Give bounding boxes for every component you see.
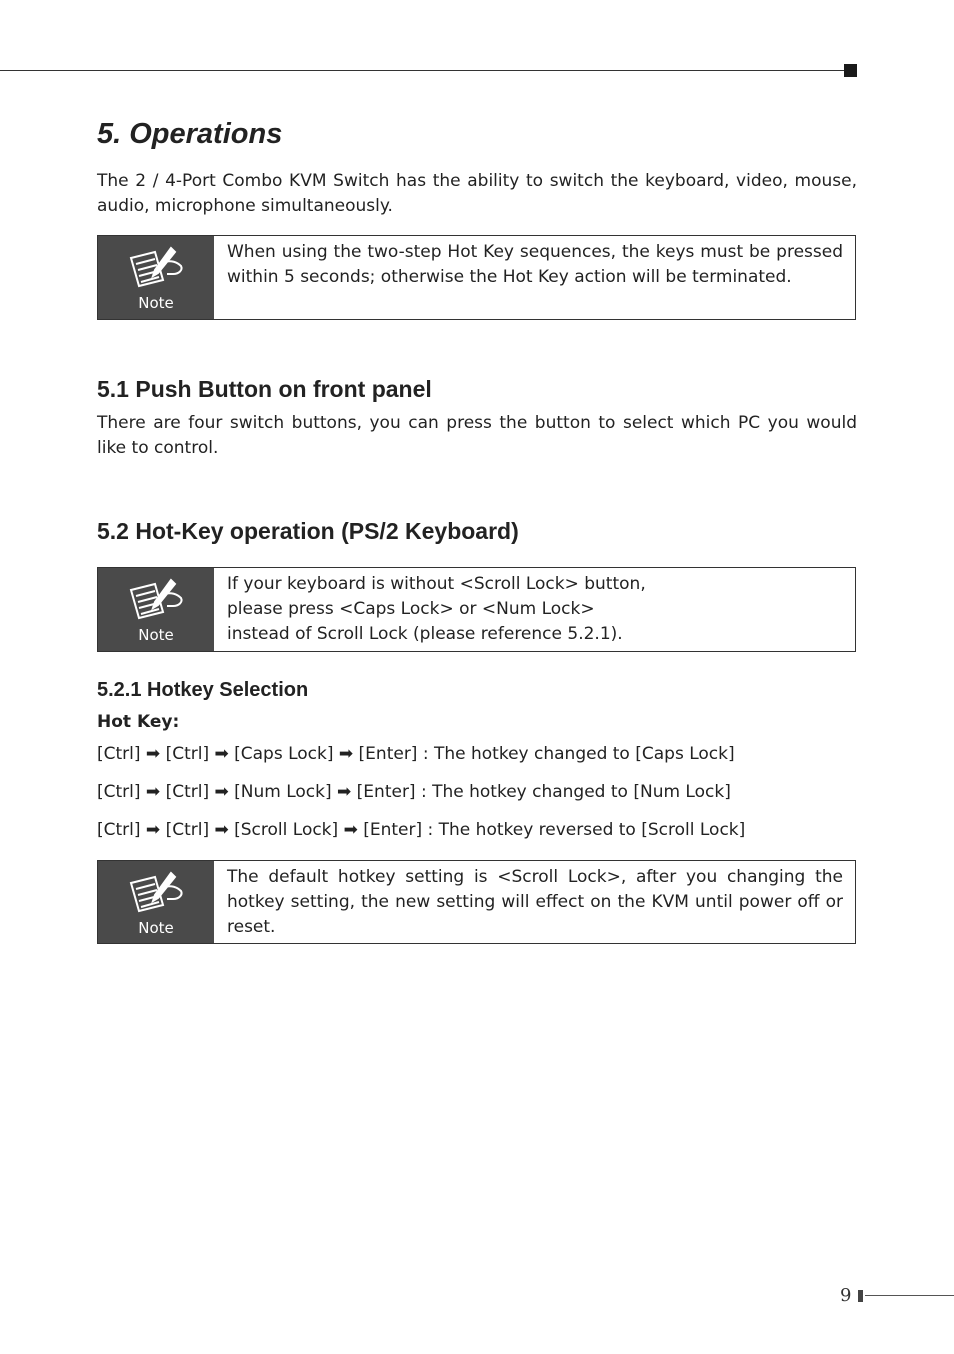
- note-text: [214, 568, 855, 651]
- hotkey-line-caps-lock: [Ctrl] ➡ [Ctrl] ➡ [Caps Lock] ➡ [Enter] : The hotkey changed to [Caps Lock]: [97, 744, 735, 764]
- hotkey-label: Hot Key:: [97, 712, 180, 732]
- header-rule: [0, 70, 846, 71]
- section-5-title: 5. Operations: [97, 118, 283, 150]
- note-icon-cell: [98, 236, 214, 319]
- note-line: please press <Caps Lock> or <Num Lock>: [227, 599, 595, 619]
- hotkey-line-num-lock: [Ctrl] ➡ [Ctrl] ➡ [Num Lock] ➡ [Enter] : The hotkey changed to [Num Lock]: [97, 782, 731, 802]
- note-text: When using the two-step Hot Key sequences, the keys must be pressed within 5 seconds; otherwise the Hot Key action will be terminated.: [227, 242, 843, 287]
- section-5-1-text: There are four switch buttons, you can press the button to select which PC you would like to control.: [97, 413, 857, 458]
- note-pencil-icon: [125, 244, 187, 292]
- note-box-default-hotkey: [97, 860, 856, 944]
- footer-bar-marker: [858, 1290, 863, 1302]
- section-5-intro: The 2 / 4-Port Combo KVM Switch has the ability to switch the keyboard, video, mouse, audio, microphone simultaneously.: [97, 171, 857, 216]
- note-box-scroll-lock: [97, 567, 856, 652]
- hotkey-line-scroll-lock: [Ctrl] ➡ [Ctrl] ➡ [Scroll Lock] ➡ [Enter] : The hotkey reversed to [Scroll Lock]: [97, 820, 746, 840]
- section-5-1-title: 5.1 Push Button on front panel: [97, 376, 432, 402]
- section-5-2-title: 5.2 Hot-Key operation (PS/2 Keyboard): [97, 518, 519, 544]
- section-5-2-1-title: 5.2.1 Hotkey Selection: [97, 679, 309, 701]
- note-icon-cell: [98, 861, 214, 943]
- note-text: The default hotkey setting is <Scroll Lock>, after you changing the hotkey setting, the new setting will effect on the KVM until power off or reset.: [227, 867, 843, 937]
- note-box-hotkey-timing: [97, 235, 856, 320]
- note-line: If your keyboard is without <Scroll Lock> button,: [227, 574, 646, 594]
- header-square-marker: [844, 64, 857, 77]
- note-icon-cell: [98, 568, 214, 651]
- note-pencil-icon: [125, 576, 187, 624]
- page-number: 9: [840, 1285, 852, 1306]
- note-caption: Note: [138, 294, 174, 312]
- note-caption: Note: [138, 626, 174, 644]
- note-pencil-icon: [125, 869, 187, 917]
- footer-rule: [865, 1295, 954, 1296]
- note-line: instead of Scroll Lock (please reference 5.2.1).: [227, 624, 623, 644]
- note-caption: Note: [138, 919, 174, 937]
